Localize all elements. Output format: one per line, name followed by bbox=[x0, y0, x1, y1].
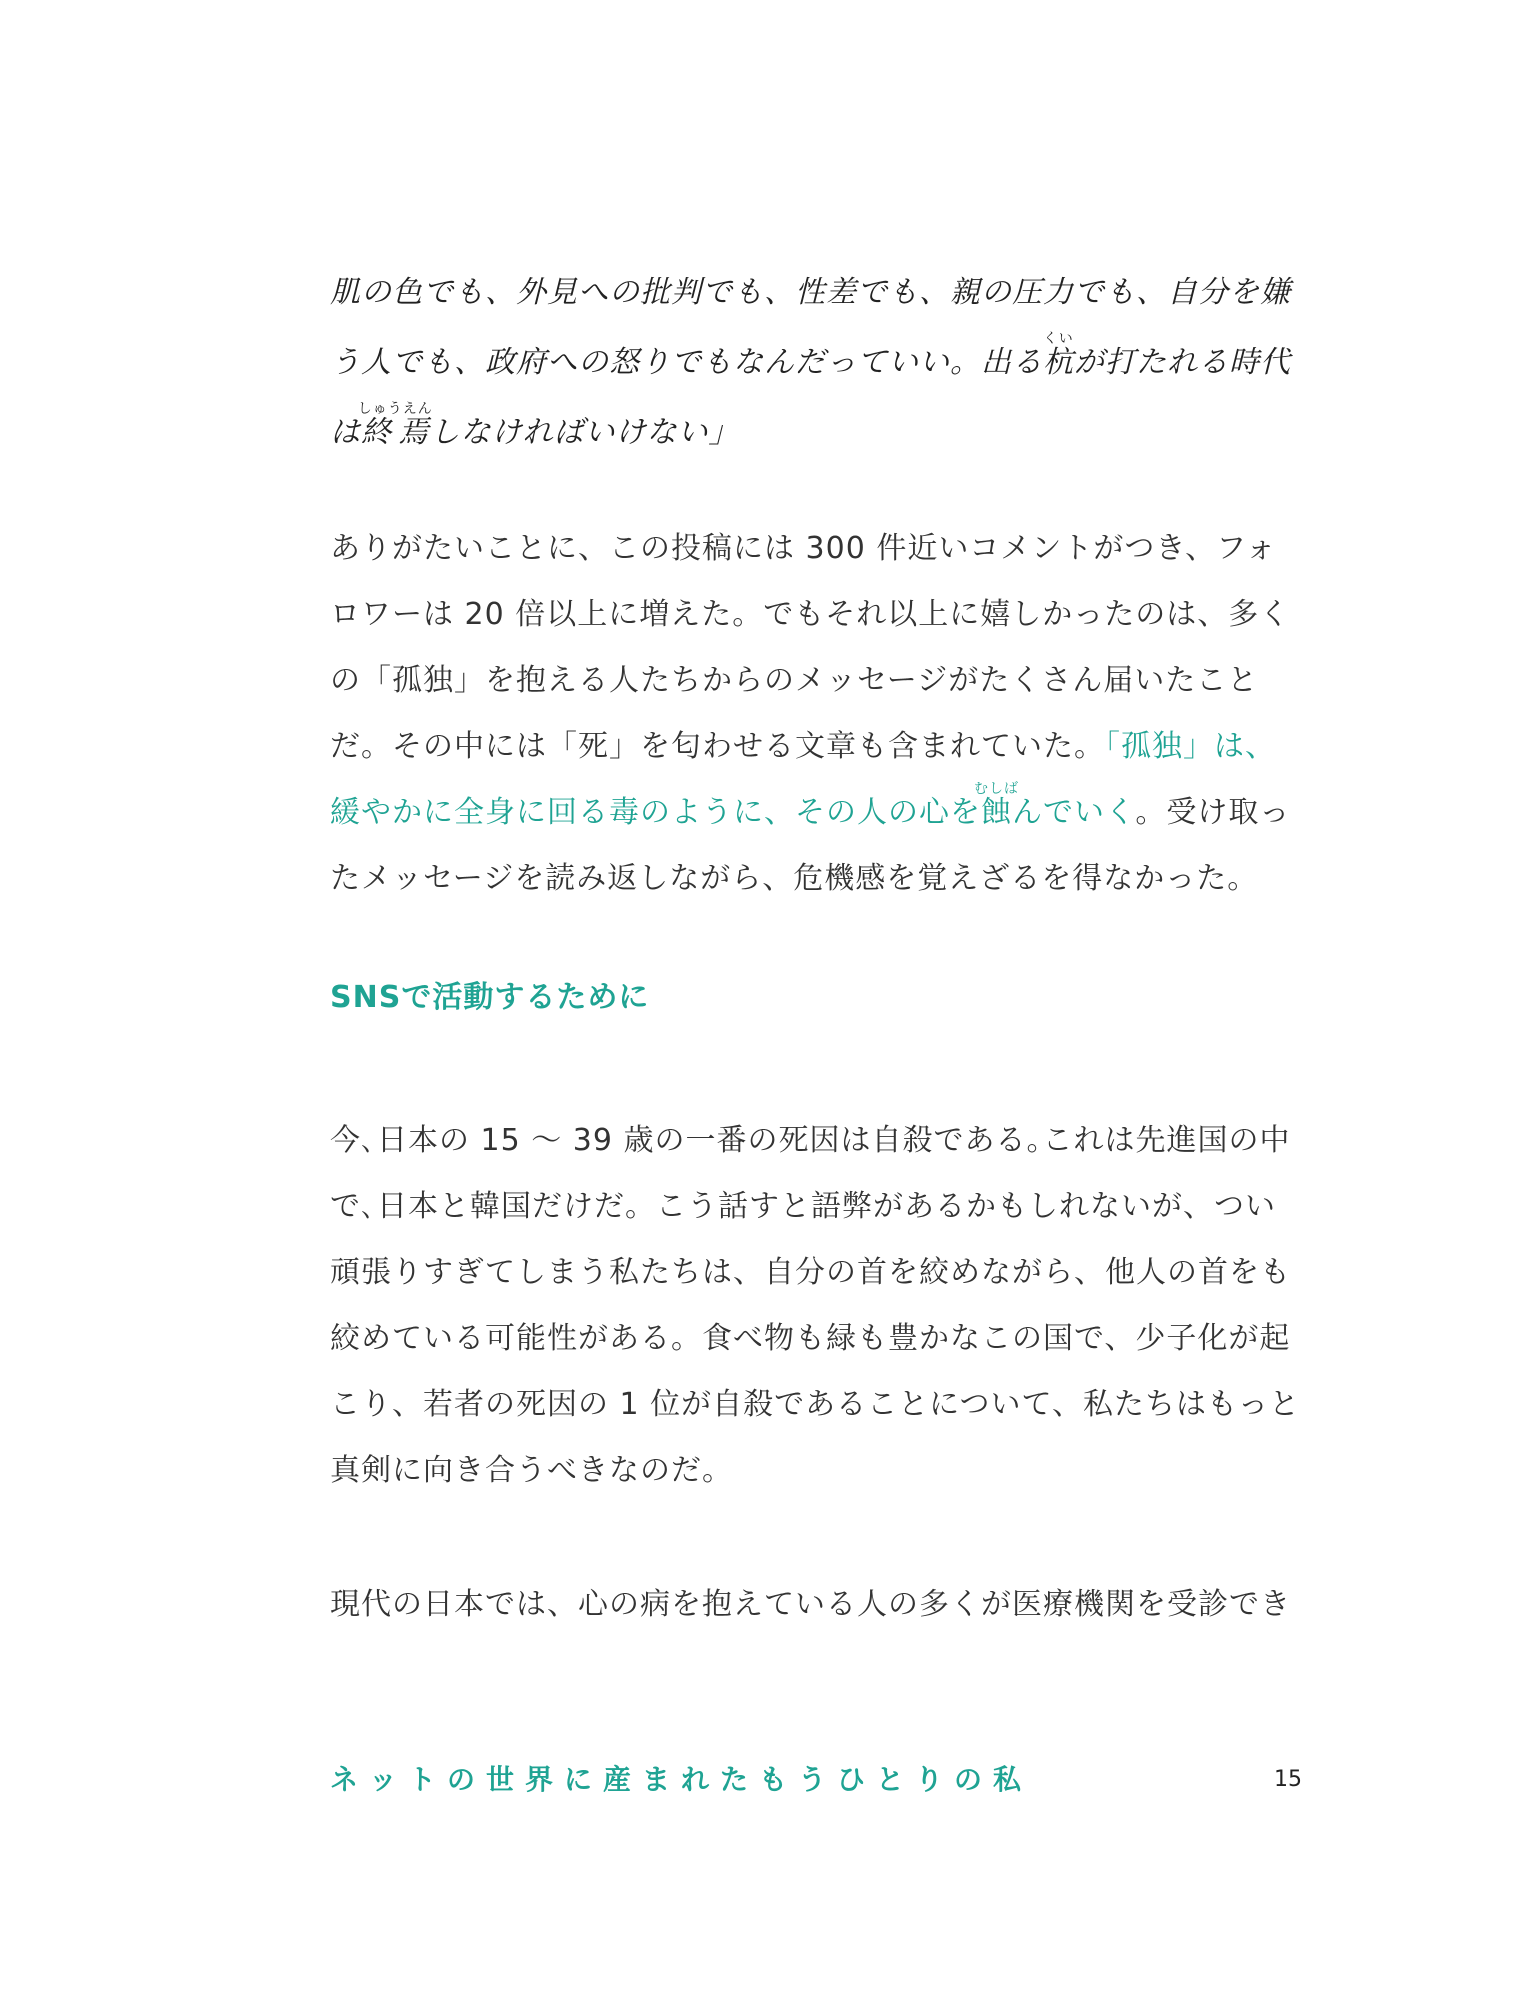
section-heading: SNSで活動するために bbox=[330, 980, 650, 1015]
ruby-shuuen-reading: しゅうえん bbox=[357, 401, 433, 417]
paragraph1-highlight: 「孤独」は、緩やかに全身に回る毒のように、その人の心を蝕むしばんでいく bbox=[330, 729, 1276, 830]
ruby-shuuen: 終焉しゅうえん bbox=[357, 401, 433, 450]
ruby-mushiba-reading: むしば bbox=[974, 781, 1019, 797]
running-title: ネットの世界に産まれたもうひとりの私 bbox=[330, 1763, 1033, 1796]
ruby-kui-reading: くい bbox=[1043, 331, 1074, 347]
paragraph-comments bbox=[330, 516, 1300, 912]
quote-text-a: 肌の色でも、外見への批判でも、性差でも、親の圧力でも、自分を嫌う人でも、政府への怒りでもなんだっていい。出る bbox=[330, 275, 1291, 380]
ruby-kui: 杭くい bbox=[1043, 331, 1074, 380]
ruby-mushiba: 蝕むしば bbox=[974, 781, 1019, 830]
page-number: 15 bbox=[1274, 1767, 1302, 1792]
quote-text-c: しなければいけない」 bbox=[429, 415, 740, 450]
paragraph-medical: 現代の日本では、心の病を抱えている人の多くが医療機関を受診でき bbox=[330, 1587, 1291, 1622]
paragraph1-text-a: ありがたいことに、この投稿には 300 件近いコメントがつき、フォロワーは 20 倍以上に増えた。でもそれ以上に嬉しかったのは、多くの「孤独」を抱える人たちからのメッセージがたくさん届いたことだ。その中には「死」を匂わせる文章も含まれていた。 bbox=[330, 531, 1291, 764]
quote-paragraph bbox=[330, 258, 1300, 468]
paragraph1-text-b: 。受け取ったメッセージを読み返しながら、危機感を覚えざるを得なかった。 bbox=[330, 795, 1291, 896]
quote-text-b: が打たれる時代は bbox=[330, 345, 1291, 450]
paragraph-suicide: 今､日本の 15 〜 39 歳の一番の死因は自殺である｡これは先進国の中で､日本と韓国だけだ。こう話すと語弊があるかもしれないが、つい頑張りすぎてしまう私たちは、自分の首を絞めながら、他人の首をも絞めている可能性がある。食べ物も緑も豊かなこの国で、少子化が起こり、若者の死因の 1 位が自殺であることについて、私たちはもっと真剣に向き合うべきなのだ。 bbox=[330, 1123, 1300, 1488]
